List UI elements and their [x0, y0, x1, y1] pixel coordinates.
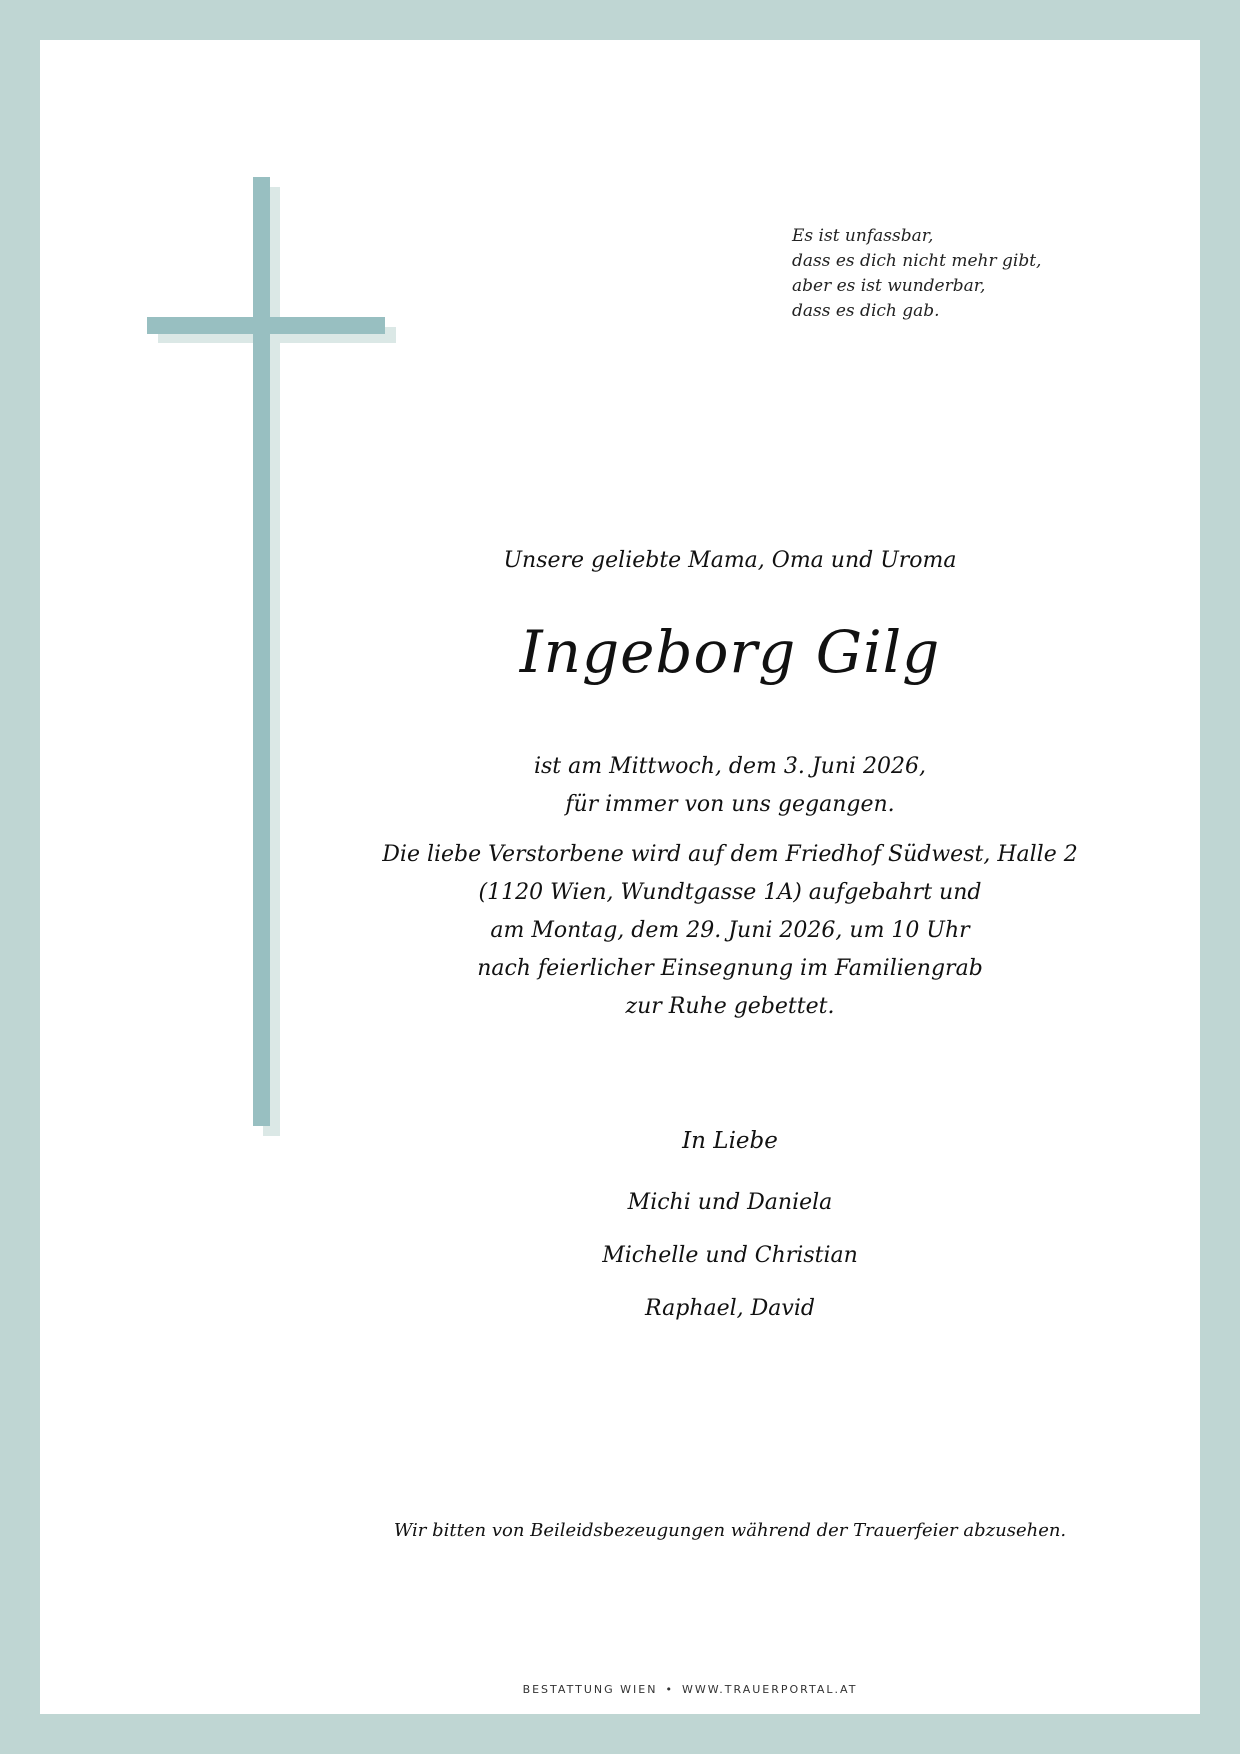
- announcement-line: ist am Mittwoch, dem 3. Juni 2026,: [533, 754, 927, 779]
- obituary-page: [40, 40, 1200, 1714]
- footer-undertaker: BESTATTUNG WIEN: [522, 1683, 658, 1696]
- poem-line: dass es dich nicht mehr gibt,: [792, 251, 1042, 271]
- mourner-name: Raphael, David: [645, 1296, 815, 1321]
- mourner-name: Michelle und Christian: [602, 1243, 858, 1268]
- cross-horizontal-beam: [147, 317, 385, 334]
- condolence-request: Wir bitten von Beileidsbezeugungen während der Trauerfeier abzusehen.: [393, 1520, 1067, 1541]
- mourner-name: Michi und Daniela: [627, 1190, 833, 1215]
- funeral-details: [330, 836, 1130, 1026]
- announcement-line: für immer von uns gegangen.: [565, 792, 895, 817]
- poem-line: Es ist unfassbar,: [792, 226, 934, 246]
- poem-line: dass es dich gab.: [792, 301, 940, 321]
- funeral-line: (1120 Wien, Wundtgasse 1A) aufgebahrt und: [478, 880, 982, 905]
- funeral-line: nach feierlicher Einsegnung im Familiengrab: [477, 956, 983, 981]
- footer-separator: •: [665, 1683, 674, 1696]
- footer-website: WWW.TRAUERPORTAL.AT: [681, 1683, 858, 1696]
- funeral-line: zur Ruhe gebettet.: [625, 994, 835, 1019]
- funeral-line: am Montag, dem 29. Juni 2026, um 10 Uhr: [490, 918, 970, 943]
- funeral-line: Die liebe Verstorbene wird auf dem Friedhof Südwest, Halle 2: [382, 842, 1078, 867]
- intro-line: Unsere geliebte Mama, Oma und Uroma: [503, 548, 957, 573]
- deceased-name: Ingeborg Gilg: [519, 618, 941, 686]
- poem: [792, 224, 1041, 324]
- closing-line: In Liebe: [682, 1128, 778, 1154]
- footer: [290, 1683, 1090, 1696]
- mourners-list: [330, 1188, 1130, 1347]
- death-announcement: [330, 748, 1130, 824]
- poem-line: aber es ist wunderbar,: [792, 276, 986, 296]
